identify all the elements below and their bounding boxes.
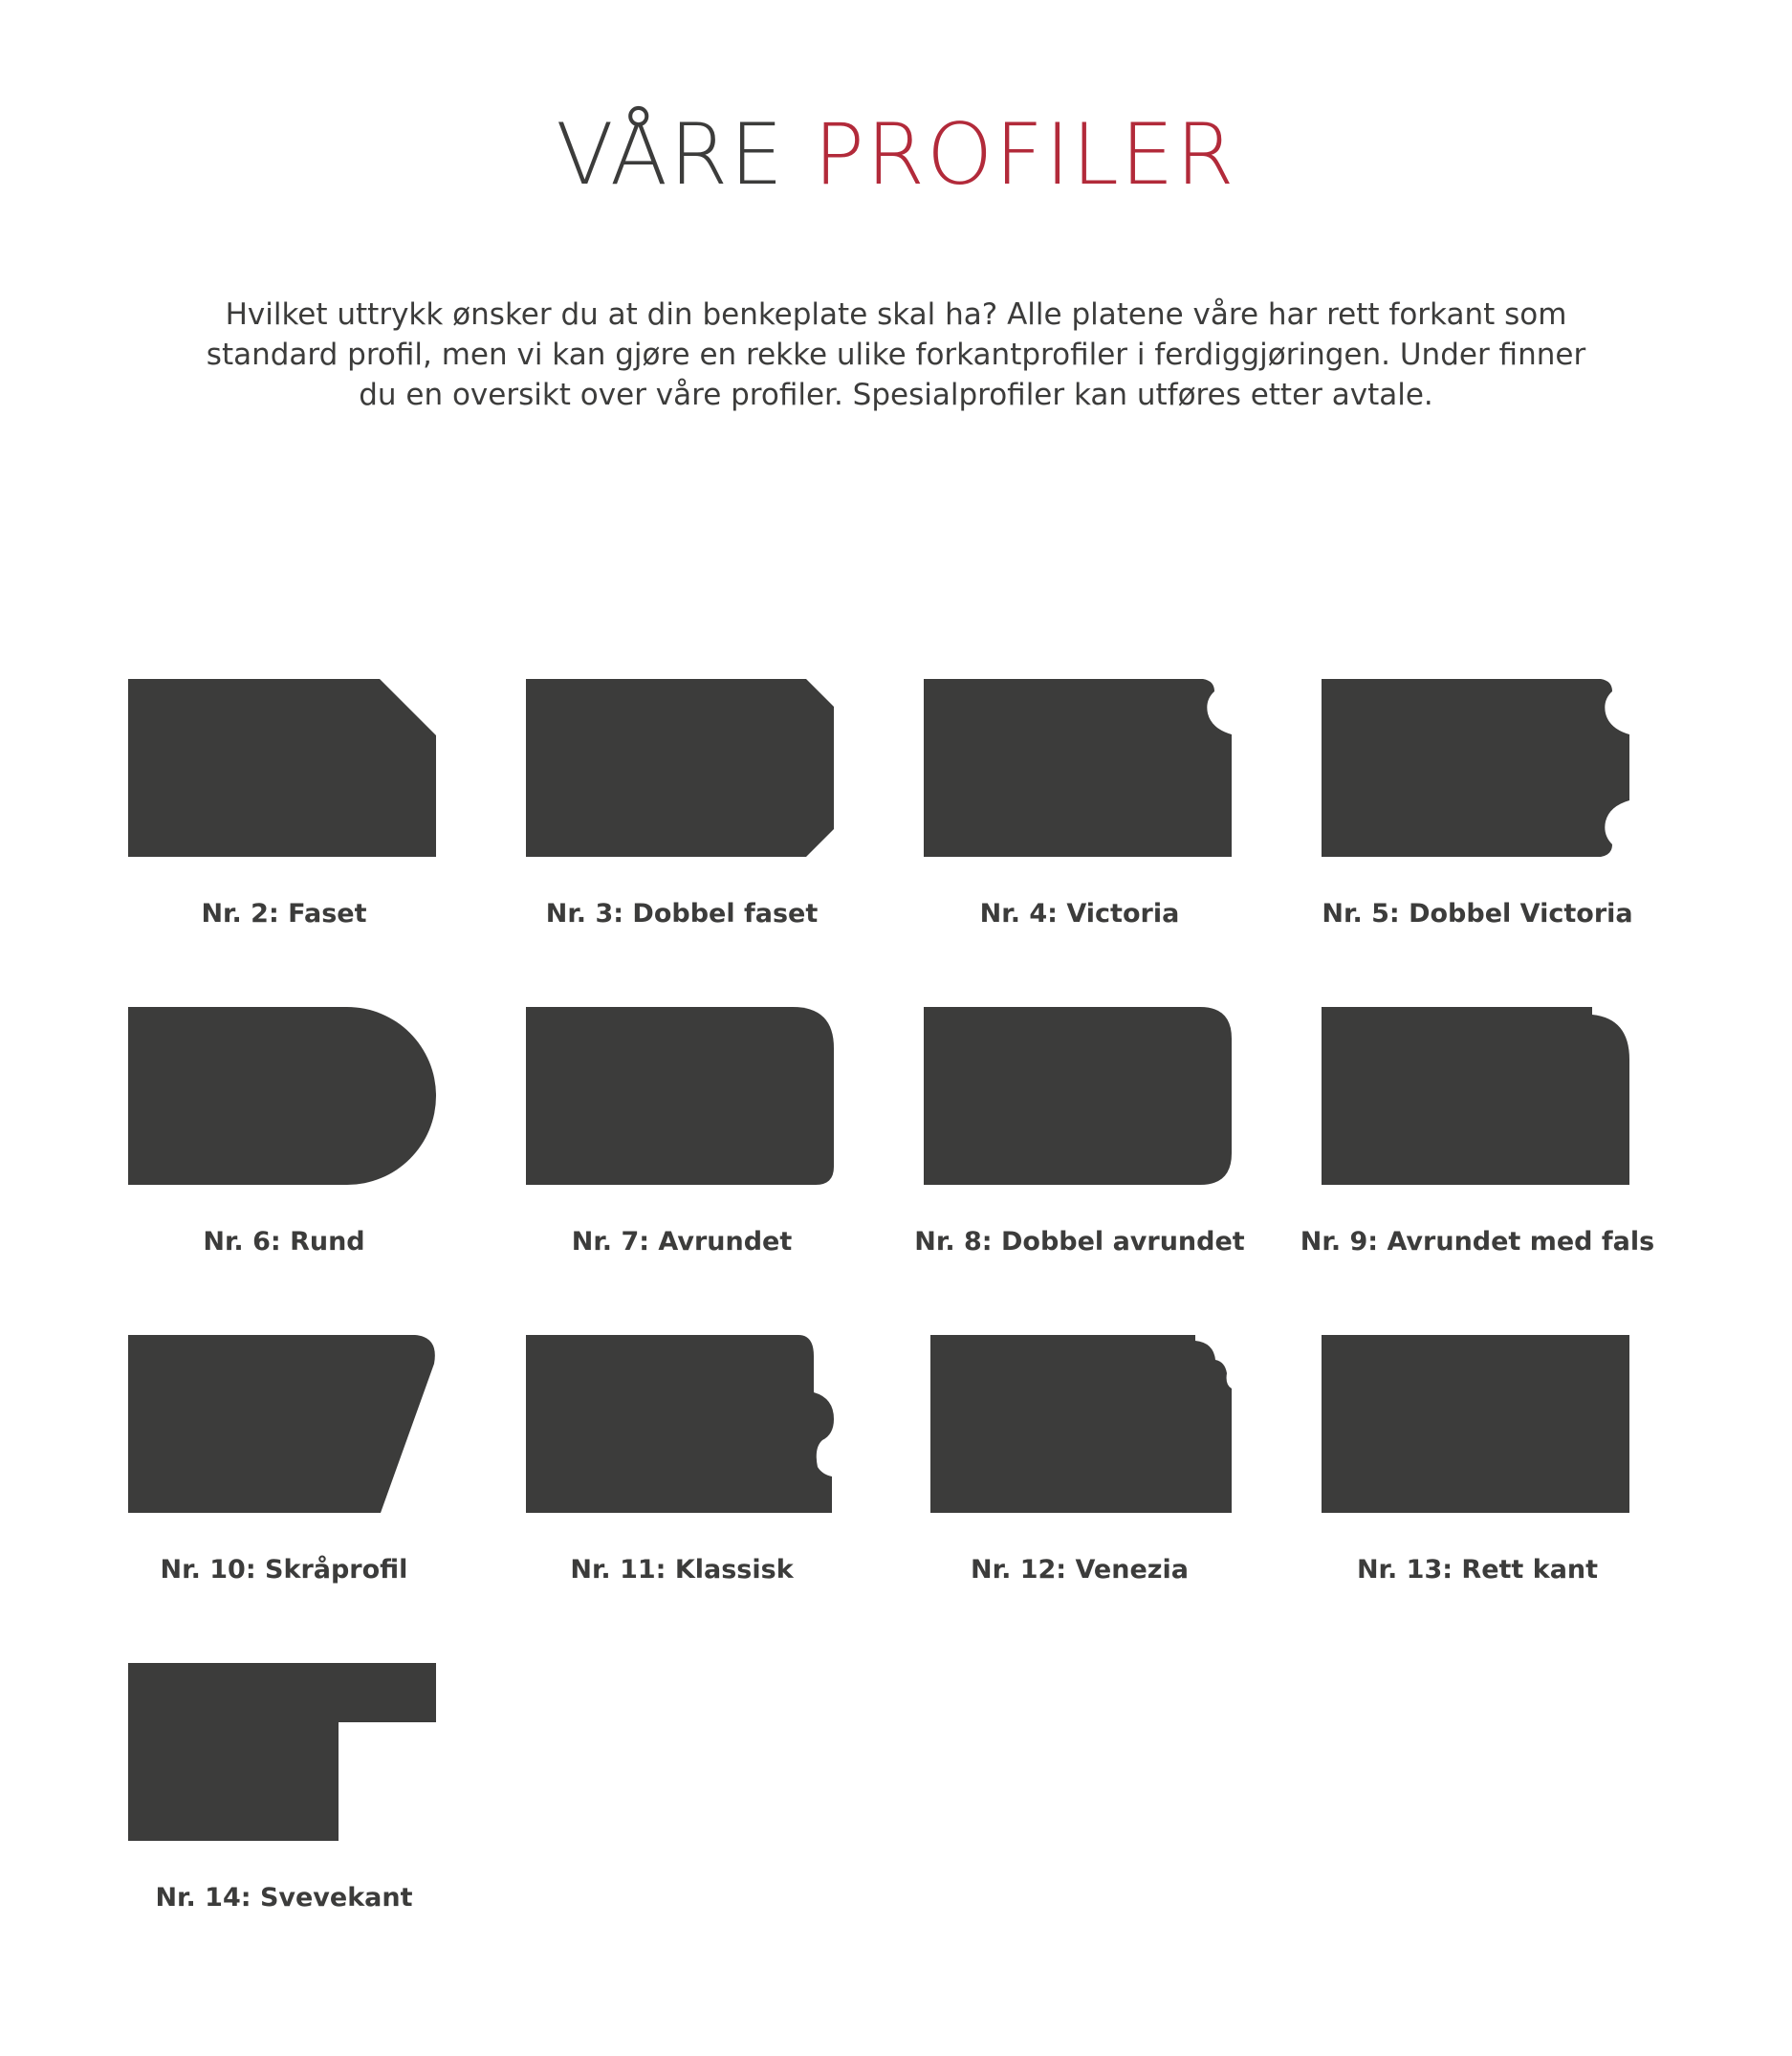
profile-label: Nr. 10: Skråprofil (160, 1555, 408, 1585)
profile-label: Nr. 12: Venezia (971, 1555, 1189, 1585)
profile-card (102, 1007, 500, 1294)
profile-card (1296, 1007, 1694, 1294)
profile-card (500, 1335, 898, 1622)
avrundet-med-fals-profile-icon (1322, 1007, 1629, 1185)
dobbel-avrundet-profile-icon (924, 1007, 1232, 1185)
skraprofil-profile-icon (128, 1335, 436, 1513)
page-title-part2: PROFILER (813, 105, 1236, 204)
intro-line: Hvilket uttrykk ønsker du at din benkeplate skal ha? Alle platene våre har rett forkant som (225, 297, 1567, 332)
dobbel-victoria-profile-icon (1322, 679, 1629, 857)
profile-card (898, 679, 1296, 966)
profile-label: Nr. 11: Klassisk (570, 1555, 794, 1585)
faset-profile-icon (128, 679, 436, 857)
profile-card (102, 679, 500, 966)
profile-card (898, 1007, 1296, 1294)
dobbel-faset-profile-icon (526, 679, 834, 857)
profile-card (102, 1335, 500, 1622)
profile-label: Nr. 9: Avrundet med fals (1300, 1227, 1655, 1257)
profile-label: Nr. 14: Svevekant (155, 1883, 413, 1913)
profile-card (500, 1007, 898, 1294)
avrundet-profile-icon (526, 1007, 834, 1185)
profile-label: Nr. 6: Rund (203, 1227, 365, 1257)
profile-label: Nr. 13: Rett kant (1356, 1555, 1599, 1585)
profile-label: Nr. 4: Victoria (979, 899, 1180, 929)
profile-card (1296, 1335, 1694, 1622)
page-title-part1: VÅRE (556, 105, 785, 204)
intro-line: standard profil, men vi kan gjøre en rekke ulike forkantprofiler i ferdiggjøringen. Under finner (206, 338, 1586, 372)
intro-text (96, 295, 1696, 415)
victoria-profile-icon (924, 679, 1232, 857)
profile-label: Nr. 8: Dobbel avrundet (914, 1227, 1245, 1257)
venezia-profile-icon (924, 1335, 1232, 1513)
rund-profile-icon (128, 1007, 436, 1185)
page-title (0, 105, 1792, 204)
profile-card (102, 1663, 500, 1950)
profile-label: Nr. 3: Dobbel faset (545, 899, 819, 929)
profile-card (500, 679, 898, 966)
rett-kant-profile-icon (1322, 1335, 1629, 1513)
profile-label: Nr. 5: Dobbel Victoria (1322, 899, 1633, 929)
intro-line: du en oversikt over våre profiler. Spesialprofiler kan utføres etter avtale. (359, 378, 1433, 412)
svevekant-profile-icon (128, 1663, 436, 1841)
profile-card (1296, 679, 1694, 966)
profile-card (898, 1335, 1296, 1622)
profile-label: Nr. 2: Faset (201, 899, 367, 929)
klassisk-profile-icon (526, 1335, 834, 1513)
profile-label: Nr. 7: Avrundet (571, 1227, 793, 1257)
